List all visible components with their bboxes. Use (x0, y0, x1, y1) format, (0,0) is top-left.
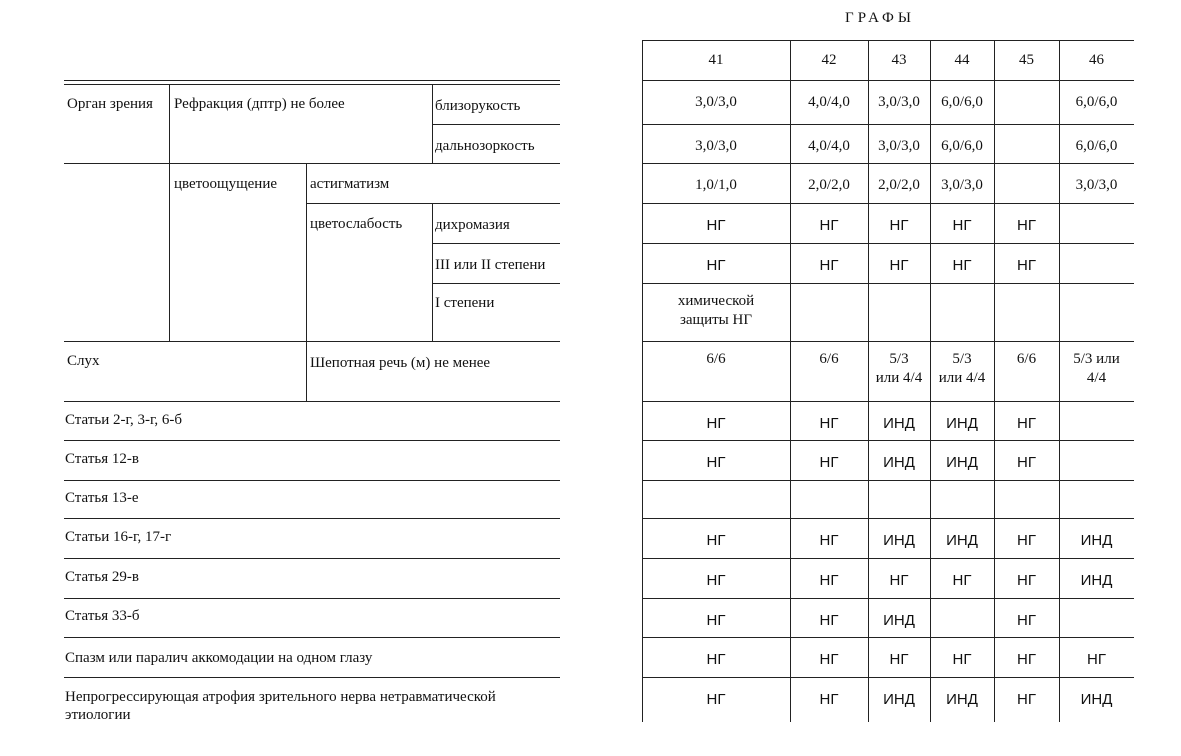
grid-row-rule (642, 163, 1134, 164)
table-cell: 5/3 или 4/4 (1073, 351, 1120, 386)
table-cell: 2,0/2,0 (878, 177, 920, 193)
table-cell: ИНД (946, 415, 978, 432)
table-cell: 1,0/1,0 (695, 177, 737, 193)
table-cell: ИНД (946, 691, 978, 708)
table-cell: НГ (952, 651, 972, 668)
table-cell: химической защиты НГ (677, 293, 755, 328)
column-header: 44 (954, 52, 970, 68)
table-cell: НГ (819, 217, 839, 234)
left-vrule (432, 85, 433, 163)
table-cell: НГ (819, 651, 839, 668)
left-rule (64, 401, 560, 402)
table-cell: 6,0/6,0 (1075, 138, 1118, 154)
table-cell: НГ (706, 257, 726, 274)
table-cell: 5/3 или 4/4 (875, 351, 923, 386)
label-atrofiya-line1: Непрогрессирующая атрофия зрительного нерва нетравматической (65, 689, 496, 705)
table-cell: ИНД (1080, 572, 1113, 589)
table-cell: НГ (1017, 415, 1036, 432)
left-rule (64, 637, 560, 638)
page-title: ГРАФЫ (845, 10, 915, 26)
table-cell: НГ (706, 572, 726, 589)
table-cell: 4,0/4,0 (808, 138, 850, 154)
table-cell: 3,0/3,0 (695, 94, 737, 110)
grid-row-rule (642, 283, 1134, 284)
table-cell: 3,0/3,0 (878, 94, 920, 110)
grid-row-rule (642, 518, 1134, 519)
table-cell: НГ (706, 217, 726, 234)
table-cell: 3,0/3,0 (695, 138, 737, 154)
left-vrule (169, 85, 170, 341)
left-rule (64, 341, 560, 342)
table-cell: НГ (1017, 217, 1036, 234)
label-statya-29v: Статья 29-в (65, 569, 139, 585)
grid-row-rule (642, 558, 1134, 559)
table-cell: ИНД (883, 415, 915, 432)
table-cell: НГ (819, 454, 839, 471)
table-cell: НГ (1017, 572, 1036, 589)
table-cell: НГ (819, 257, 839, 274)
table-cell: 5/3 или 4/4 (938, 351, 986, 386)
table-cell: ИНД (946, 532, 978, 549)
left-top-rule-1 (64, 80, 560, 81)
left-rule (64, 677, 560, 678)
grid-row-rule (642, 440, 1134, 441)
left-rule (64, 163, 560, 164)
table-cell: ИНД (1080, 691, 1113, 708)
label-spazm: Спазм или паралич аккомодации на одном глазу (65, 650, 373, 666)
grid-row-rule (642, 203, 1134, 204)
table-cell: НГ (889, 217, 909, 234)
table-cell: НГ (706, 454, 726, 471)
table-cell: НГ (1017, 454, 1036, 471)
table-cell: 6,0/6,0 (941, 138, 983, 154)
left-vrule (306, 163, 307, 401)
table-cell: НГ (889, 651, 909, 668)
table-cell: НГ (1017, 691, 1036, 708)
grid-row-rule (642, 341, 1134, 342)
left-vrule (432, 203, 433, 341)
grid-row-rule (642, 637, 1134, 638)
table-cell: НГ (706, 415, 726, 432)
table-cell: 6,0/6,0 (1075, 94, 1118, 110)
table-cell: НГ (819, 612, 839, 629)
table-cell: НГ (706, 651, 726, 668)
label-statya-12v: Статья 12-в (65, 451, 139, 467)
label-stepen-1: I степени (435, 295, 495, 311)
left-rule (64, 440, 560, 441)
grid-row-rule (642, 124, 1134, 125)
label-statya-33b: Статья 33-б (65, 608, 140, 624)
label-dalnozorkost: дальнозоркость (435, 138, 535, 154)
table-cell: ИНД (883, 454, 915, 471)
table-cell: НГ (1017, 532, 1036, 549)
label-statya-2g: Статьи 2-г, 3-г, 6-б (65, 412, 183, 428)
label-cvetoslabost: цветослабость (310, 216, 403, 232)
table-cell: ИНД (883, 612, 915, 629)
grid-row-rule (642, 243, 1134, 244)
table-cell: НГ (952, 217, 972, 234)
table-cell: 6/6 (706, 351, 726, 367)
label-statya-16g: Статьи 16-г, 17-г (65, 529, 172, 545)
label-blizorukost: близорукость (435, 98, 521, 114)
grid-row-rule (642, 598, 1134, 599)
left-top-rule-2 (64, 84, 560, 85)
left-rule (64, 518, 560, 519)
table-cell: НГ (1017, 257, 1036, 274)
column-header: 41 (708, 52, 724, 68)
table-cell: НГ (1087, 651, 1106, 668)
label-refrakciya: Рефракция (дптр) не более (174, 96, 345, 112)
table-cell: 2,0/2,0 (808, 177, 850, 193)
table-cell: НГ (706, 691, 726, 708)
left-rule (64, 598, 560, 599)
grid-top-rule (642, 40, 1134, 41)
table-cell: ИНД (883, 532, 915, 549)
table-cell: НГ (706, 532, 726, 549)
label-dihromaziya: дихромазия (435, 217, 510, 233)
grid-row-rule (642, 480, 1134, 481)
table-cell: 4,0/4,0 (808, 94, 850, 110)
left-rule (64, 558, 560, 559)
table-cell: 3,0/3,0 (878, 138, 920, 154)
table-cell: 6/6 (1016, 351, 1037, 367)
table-cell: 3,0/3,0 (1075, 177, 1118, 193)
label-statya-13e: Статья 13-е (65, 490, 139, 506)
left-rule (432, 243, 560, 244)
grid-row-rule (642, 401, 1134, 402)
left-rule (306, 203, 560, 204)
table-cell: НГ (952, 257, 972, 274)
table-cell: ИНД (1080, 532, 1113, 549)
table-cell: 6,0/6,0 (941, 94, 983, 110)
table-cell: НГ (889, 572, 909, 589)
table-cell: НГ (819, 415, 839, 432)
table-cell: НГ (819, 532, 839, 549)
label-organ-zreniya: Орган зрения (67, 96, 153, 112)
table-cell: НГ (706, 612, 726, 629)
left-rule (432, 283, 560, 284)
table-cell: НГ (819, 691, 839, 708)
label-atrofiya-line2: этиологии (65, 707, 131, 723)
label-cvetooshushenie: цветоощущение (174, 176, 278, 192)
table-cell: НГ (889, 257, 909, 274)
column-header: 46 (1089, 52, 1104, 68)
label-stepeni-3-2: III или II степени (435, 257, 546, 273)
grid-row-rule (642, 677, 1134, 678)
column-header: 43 (891, 52, 907, 68)
grid-row-rule (642, 80, 1134, 81)
label-shepotnaya: Шепотная речь (м) не менее (310, 355, 491, 371)
left-rule (64, 480, 560, 481)
label-astigmatizm: астигматизм (310, 176, 390, 192)
table-cell: НГ (1017, 651, 1036, 668)
table-cell: ИНД (946, 454, 978, 471)
table-cell: ИНД (883, 691, 915, 708)
table-cell: НГ (952, 572, 972, 589)
table-cell: 3,0/3,0 (941, 177, 983, 193)
table-cell: НГ (819, 572, 839, 589)
table-cell: НГ (1017, 612, 1036, 629)
label-sluh: Слух (67, 353, 100, 369)
column-header: 42 (821, 52, 837, 68)
table-cell: 6/6 (819, 351, 839, 367)
column-header: 45 (1019, 52, 1034, 68)
left-rule (432, 124, 560, 125)
